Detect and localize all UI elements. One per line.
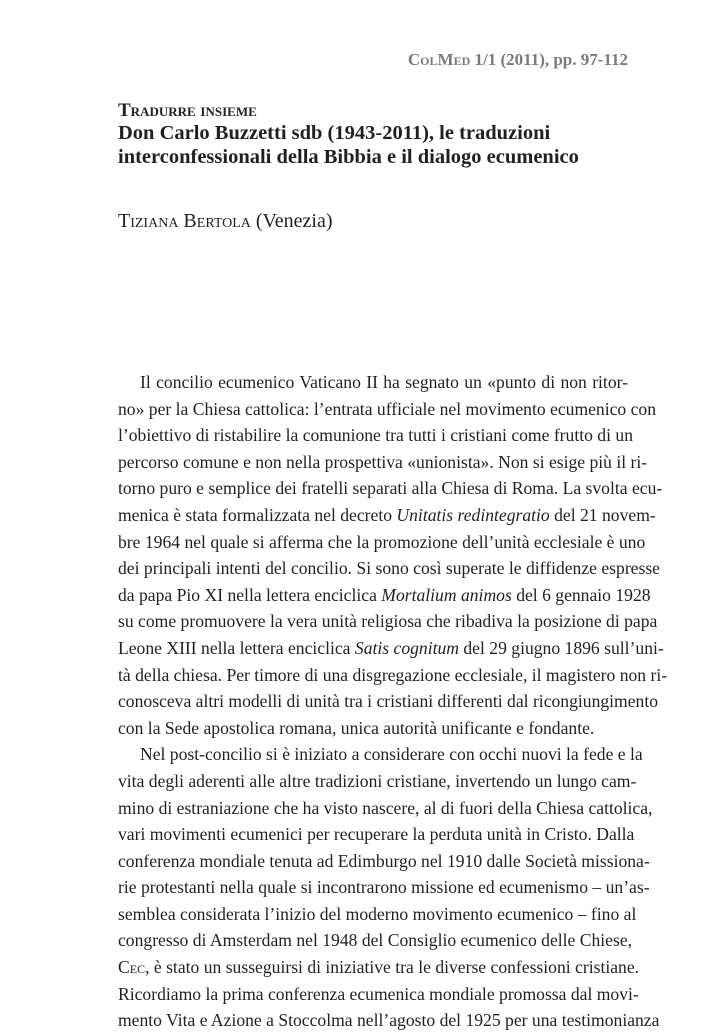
text-segment: tà della chiesa. Per timore di una disgregazione ecclesiale, il magistero non ri- bbox=[118, 664, 668, 685]
journal-name: ColMed bbox=[407, 50, 471, 69]
text-segment: torno puro e semplice dei fratelli separati alla Chiesa di Roma. La svolta ecu- bbox=[118, 478, 663, 499]
text-line bbox=[118, 635, 664, 662]
running-head bbox=[408, 50, 628, 70]
text-segment: no» per la Chiesa cattolica: l’entrata ufficiale nel movimento ecumenico con bbox=[118, 398, 657, 419]
text-line bbox=[118, 874, 650, 901]
text-line bbox=[118, 1007, 660, 1034]
text-line bbox=[118, 954, 640, 981]
text-line bbox=[118, 768, 637, 795]
text-segment: mento Vita e Azione a Stoccolma nell’agosto del 1925 per una testimonianza bbox=[118, 1010, 660, 1031]
text-segment: , è stato un susseguirsi di iniziative tra le diverse confessioni cristiane. bbox=[145, 957, 640, 978]
text-segment: Il concilio ecumenico Vaticano II ha segnato un «punto di non ritor- bbox=[140, 372, 628, 392]
text-line bbox=[118, 608, 658, 635]
text-line bbox=[118, 795, 653, 822]
text-line bbox=[118, 475, 663, 502]
text-line bbox=[118, 449, 648, 476]
text-segment: bre 1964 nel quale si afferma che la promozione dell’unità ecclesiale è uno bbox=[118, 531, 646, 552]
text-line bbox=[118, 369, 628, 396]
text-segment: su come promuovere la vera unità religiosa che ribadiva la posizione di papa bbox=[118, 611, 658, 632]
italic-title: Satis cognitum bbox=[354, 637, 459, 658]
text-line bbox=[118, 396, 657, 423]
article-kicker: Tradurre insieme bbox=[118, 100, 257, 121]
text-line bbox=[118, 821, 635, 848]
author-line bbox=[118, 210, 333, 233]
text-segment: dei principali intenti del concilio. Si sono così superate le diffidenze espresse bbox=[118, 558, 660, 579]
text-line bbox=[118, 848, 650, 875]
text-segment: del 29 giugno 1896 sull’uni- bbox=[458, 637, 664, 658]
text-segment: percorso comune e non nella prospettiva «unionista». Non si esige più il ri- bbox=[118, 451, 648, 472]
text-segment: menica è stata formalizzata nel decreto bbox=[118, 504, 397, 525]
text-segment: vari movimenti ecumenici per recuperare la perduta unità in Cristo. Dalla bbox=[118, 824, 635, 845]
text-segment: conosceva altri modelli di unità tra i cristiani differenti dal ricongiungimento bbox=[118, 691, 659, 712]
text-line bbox=[118, 582, 651, 609]
text-line bbox=[118, 901, 637, 928]
text-line bbox=[118, 502, 656, 529]
text-segment: Leone XIII nella lettera enciclica bbox=[118, 637, 355, 658]
text-segment: mino di estraniazione che ha visto nascere, al di fuori della Chiesa cattolica, bbox=[118, 797, 653, 818]
text-line bbox=[118, 981, 639, 1008]
text-line bbox=[118, 555, 660, 582]
italic-title: Unitatis redintegratio bbox=[396, 504, 550, 525]
text-line bbox=[118, 662, 668, 689]
title-line: interconfessionali della Bibbia e il dialogo ecumenico bbox=[118, 146, 579, 168]
text-segment: congresso di Amsterdam nel 1948 del Consiglio ecumenico delle Chiese, bbox=[118, 930, 633, 951]
text-segment: da papa Pio XI nella lettera enciclica bbox=[118, 584, 382, 605]
text-segment: Ricordiamo la prima conferenza ecumenica mondiale promossa dal movi- bbox=[118, 983, 639, 1004]
text-segment: semblea considerata l’inizio del moderno movimento ecumenico – fino al bbox=[118, 903, 637, 924]
text-segment: vita degli aderenti alle altre tradizioni cristiane, invertendo un lungo cam- bbox=[118, 770, 637, 791]
text-line bbox=[118, 529, 646, 556]
text-segment: l’obiettivo di ristabilire la comunione tra tutti i cristiani come frutto di un bbox=[118, 425, 633, 446]
text-segment: Nel post-concilio si è iniziato a considerare con occhi nuovi la fede e la bbox=[140, 744, 643, 765]
text-segment: conferenza mondiale tenuta ad Edimburgo nel 1910 dalle Società missiona- bbox=[118, 850, 650, 871]
text-segment: del 6 gennaio 1928 bbox=[511, 584, 651, 605]
text-line bbox=[118, 422, 633, 449]
title-line: Don Carlo Buzzetti sdb (1943-2011), le traduzioni bbox=[118, 122, 551, 144]
author-name: Tiziana Bertola bbox=[118, 210, 251, 232]
body-text bbox=[118, 369, 668, 1034]
italic-title: Mortalium animos bbox=[381, 584, 512, 605]
acronym: Cec bbox=[118, 957, 146, 978]
citation: 1/1 (2011), pp. 97-112 bbox=[470, 50, 628, 69]
text-segment: rie protestanti nella quale si incontrarono missione ed ecumenismo – un’as- bbox=[118, 877, 650, 898]
text-segment: con la Sede apostolica romana, unica autorità unificante e fondante. bbox=[118, 717, 595, 738]
text-line bbox=[118, 715, 628, 742]
text-segment: del 21 novem- bbox=[549, 504, 656, 525]
text-line bbox=[118, 741, 643, 768]
author-place: (Venezia) bbox=[250, 210, 333, 232]
text-line bbox=[118, 927, 633, 954]
text-line bbox=[118, 688, 659, 715]
article-title bbox=[118, 121, 638, 169]
